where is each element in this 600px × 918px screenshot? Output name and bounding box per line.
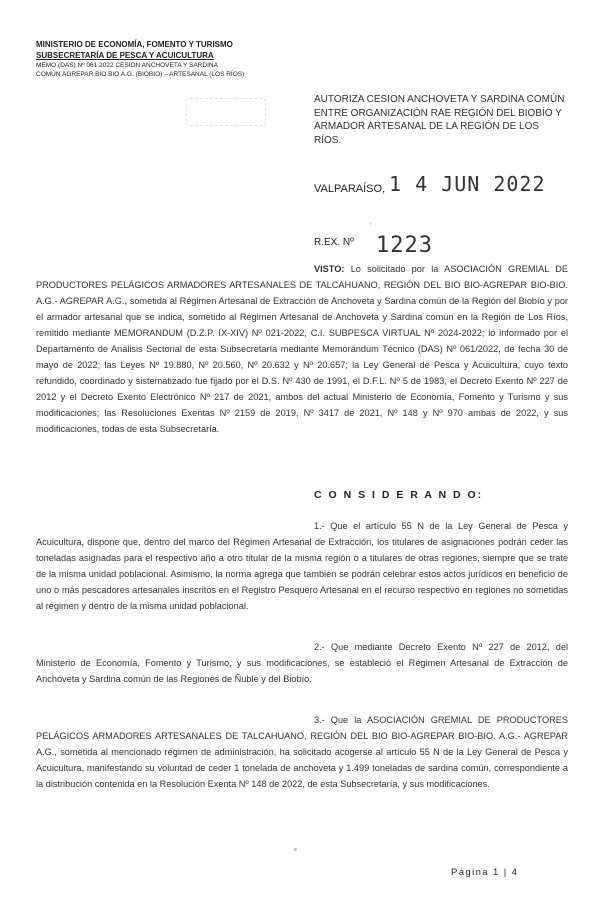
page-number: Página 1 | 4	[451, 867, 519, 878]
visto-text: Lo solicitado por la ASOCIACIÓN GREMIAL DE PRODUCTORES PELÁGICOS ARMADORES ARTESANALES DE TALCAHUANO, REGIÓN DEL BIO BIO-AGREPAR BIO-BIO. A.G.- AGREPAR A.G., sometida al Régimen Artesanal de Extracción de Anchoveta y Sardina común de la Región del Biobío y por el armador artesanal que se indica, sometido al Régimen Artesanal de Anchoveta y Sardina común en la Región de Los Ríos, remitido mediante MEMORANDUM (D.Z.P. IX-XIV) Nº 021-2022, C.I. SUBPESCA VIRTUAL Nº 2024-2022; lo informado por el Departamento de Análisis Sectorial de esta Subsecretaría mediante Memorándum Técnico (DAS) Nº 061/2022, de fecha 30 de mayo de 2022; las Leyes Nº 19.880, Nº 20.560, Nº 20.632 y Nº 20.657; la Ley General de Pesca y Acuicultura, cuyo texto refundido, coordinado y sistematizado fue fijado por el D.S. Nº 430 de 1991, el D.F.L. Nº 5 de 1983, el Decreto Exento Nº 227 de 2012 y el Decreto Exento Electrónico Nº 217 de 2021, ambos del actual Ministerio de Economía, Fomento y Turismo y sus modificaciones; las Resoluciones Exentas Nº 2159 de 2019, Nº 3417 de 2021, Nº 148 y Nº 970 ambas de 2022, y sus modificaciones, todas de esta Subsecretaría.	[36, 264, 568, 434]
letterhead	[36, 40, 276, 79]
considerando-item-3: 3.- Que la ASOCIACIÓN GREMIAL DE PRODUCTORES PELÁGICOS ARMADORES ARTESANALES DE TALCAHUANO, REGIÓN DEL BIO BIO-AGREPAR BIO-BIO. A.G.- AGREPAR A.G., sometida al mencionado régimen de administración, ha solicitado acogerse al artículo 55 N de la Ley General de Pesca y Acuicultura, manifestando su voluntad de ceder 1 tonelada de anchoveta y 1.499 toneladas de sardina común, correspondiente a la distribución contenida en la Resolución Exenta Nº 148 de 2022, de esta Subsecretaría, y sus modificaciones.	[36, 715, 568, 789]
subsecretaria-name: SUBSECRETARÍA DE PESCA Y ACUICULTURA	[36, 50, 214, 60]
ministry-name: MINISTERIO DE ECONOMÍA, FOMENTO Y TURISMO	[36, 40, 233, 49]
faded-stamp	[186, 98, 266, 126]
visto-paragraph	[36, 261, 568, 437]
resolution-date: 1 4 JUN 2022	[389, 172, 546, 196]
place-label: VALPARAÍSO,	[314, 183, 386, 195]
considerando-item-1: 1.- Que el artículo 55 N de la Ley General de Pesca y Acuicultura, dispone que, dentro del marco del Régimen Artesanal de Extracción, los titulares de asignaciones podrán ceder las toneladas asignadas para el respectivo año a otro titular de la misma región o a titulares de otras regiones, siempre que se trate de la misma unidad poblacional. Asimismo, la norma agrega que también se podrán celebrar estos actos jurídicos en beneficio de uno o más pescadores artesanales inscritos en el Registro Pesquero Artesanal en el recurso respectivo en regiones no sometidas al régimen y dentro de la misma unidad poblacional.	[36, 521, 568, 611]
reference-line-1: MEMO (DAS) Nº 061 2022 CESION ANCHOVETA Y SARDINA	[36, 62, 218, 69]
considerando-heading: C O N S I D E R A N D O:	[314, 489, 484, 501]
rex-label: R.EX. Nº	[314, 237, 354, 248]
resolution-title: AUTORIZA CESION ANCHOVETA Y SARDINA COMÚN ENTRE ORGANIZACIÓN RAE REGIÓN DEL BIOBÍO Y ARMADOR ARTESANAL DE LA REGIÓN DE LOS RÍOS.	[314, 94, 565, 146]
rex-number: 1223	[376, 233, 433, 258]
handwritten-mark: '	[370, 222, 372, 231]
visto-label: VISTO:	[314, 264, 345, 274]
speck	[294, 848, 297, 851]
reference-line-2: COMÚN AGREPAR BIO BIO A.G. (BIOBIO) – ARTESANAL (LOS RÍOS)	[36, 71, 245, 78]
considerando-item-2: 2.- Que mediante Decreto Exento Nº 227 de 2012, del Ministerio de Economía, Fomento y Turismo, y sus modificaciones, se estableció el Régimen Artesanal de Extracción de Anchoveta y Sardina común de las Regiones de Ñuble y del Biobío.	[36, 642, 568, 684]
